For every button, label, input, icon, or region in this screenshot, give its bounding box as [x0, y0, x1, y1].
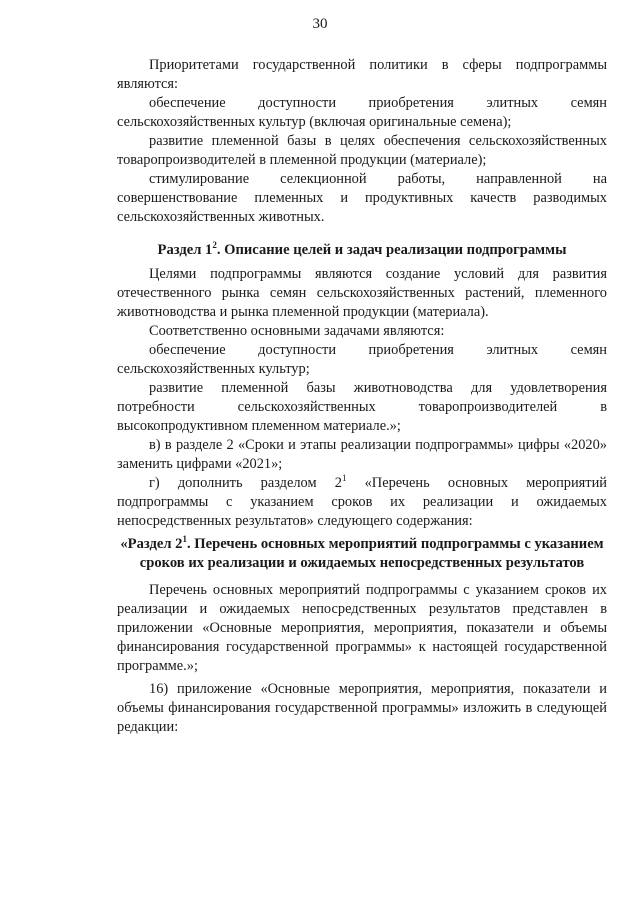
- paragraph-appendix-16: 16) приложение «Основные мероприятия, мероприятия, показатели и объемы финансирования государственной программы» изложить в следующей редакции:: [117, 681, 607, 735]
- paragraph-task-livestock: развитие племенной базы животноводства для удовлетворения потребности сельскохозяйственных товаропроизводителей в высокопродуктивном племенном материале.»;: [117, 380, 607, 434]
- paragraph-breeding-base: развитие племенной базы в целях обеспечения сельскохозяйственных товаропроизводителей в племенной продукции (материале);: [117, 133, 607, 168]
- paragraph-measures-list: Перечень основных мероприятий подпрограммы с указанием сроков их реализации и ожидаемых непосредственных результатов представлен в приложении «Основные мероприятия, мероприятия, показатели и объемы финансирования государственной программы» к настоящей государственной программе.»;: [117, 582, 607, 674]
- section-heading-measures: «Раздел $2^1$. Перечень основных мероприятий подпрограммы с указанием сроков их реализации и ожидаемых непосредственных результатов: [120, 534, 604, 571]
- paragraph-tasks-intro: Соответственно основными задачами являются:: [149, 323, 445, 339]
- section-heading-goals: Раздел $1^2$. Описание целей и задач реализации подпрограммы: [157, 240, 567, 258]
- paragraph-selection-work: стимулирование селекционной работы, направленной на совершенствование племенных и продуктивных качеств разводимых сельскохозяйственных животных.: [117, 171, 607, 225]
- paragraph-seeds-access: обеспечение доступности приобретения элитных семян сельскохозяйственных культур (включая оригинальные семена);: [117, 95, 607, 130]
- paragraph-task-seeds: обеспечение доступности приобретения элитных семян сельскохозяйственных культур;: [117, 342, 607, 377]
- document-body: [117, 56, 607, 737]
- paragraph-amendment-v: в) в разделе 2 «Сроки и этапы реализации подпрограммы» цифры «2020» заменить цифрами «2021»;: [117, 437, 607, 472]
- paragraph-amendment-g: г) дополнить разделом $2^1$ «Перечень основных мероприятий подпрограммы с указанием сроков их реализации и ожидаемых непосредственных результатов» следующего содержания:: [117, 473, 607, 529]
- page-number: 30: [312, 16, 328, 32]
- paragraph-goals: Целями подпрограммы являются создание условий для развития отечественного рынка семян сельскохозяйственных растений, племенного животноводства и рынка племенной продукции (материала).: [117, 266, 607, 320]
- paragraph-priorities: Приоритетами государственной политики в сферы подпрограммы являются:: [117, 57, 607, 92]
